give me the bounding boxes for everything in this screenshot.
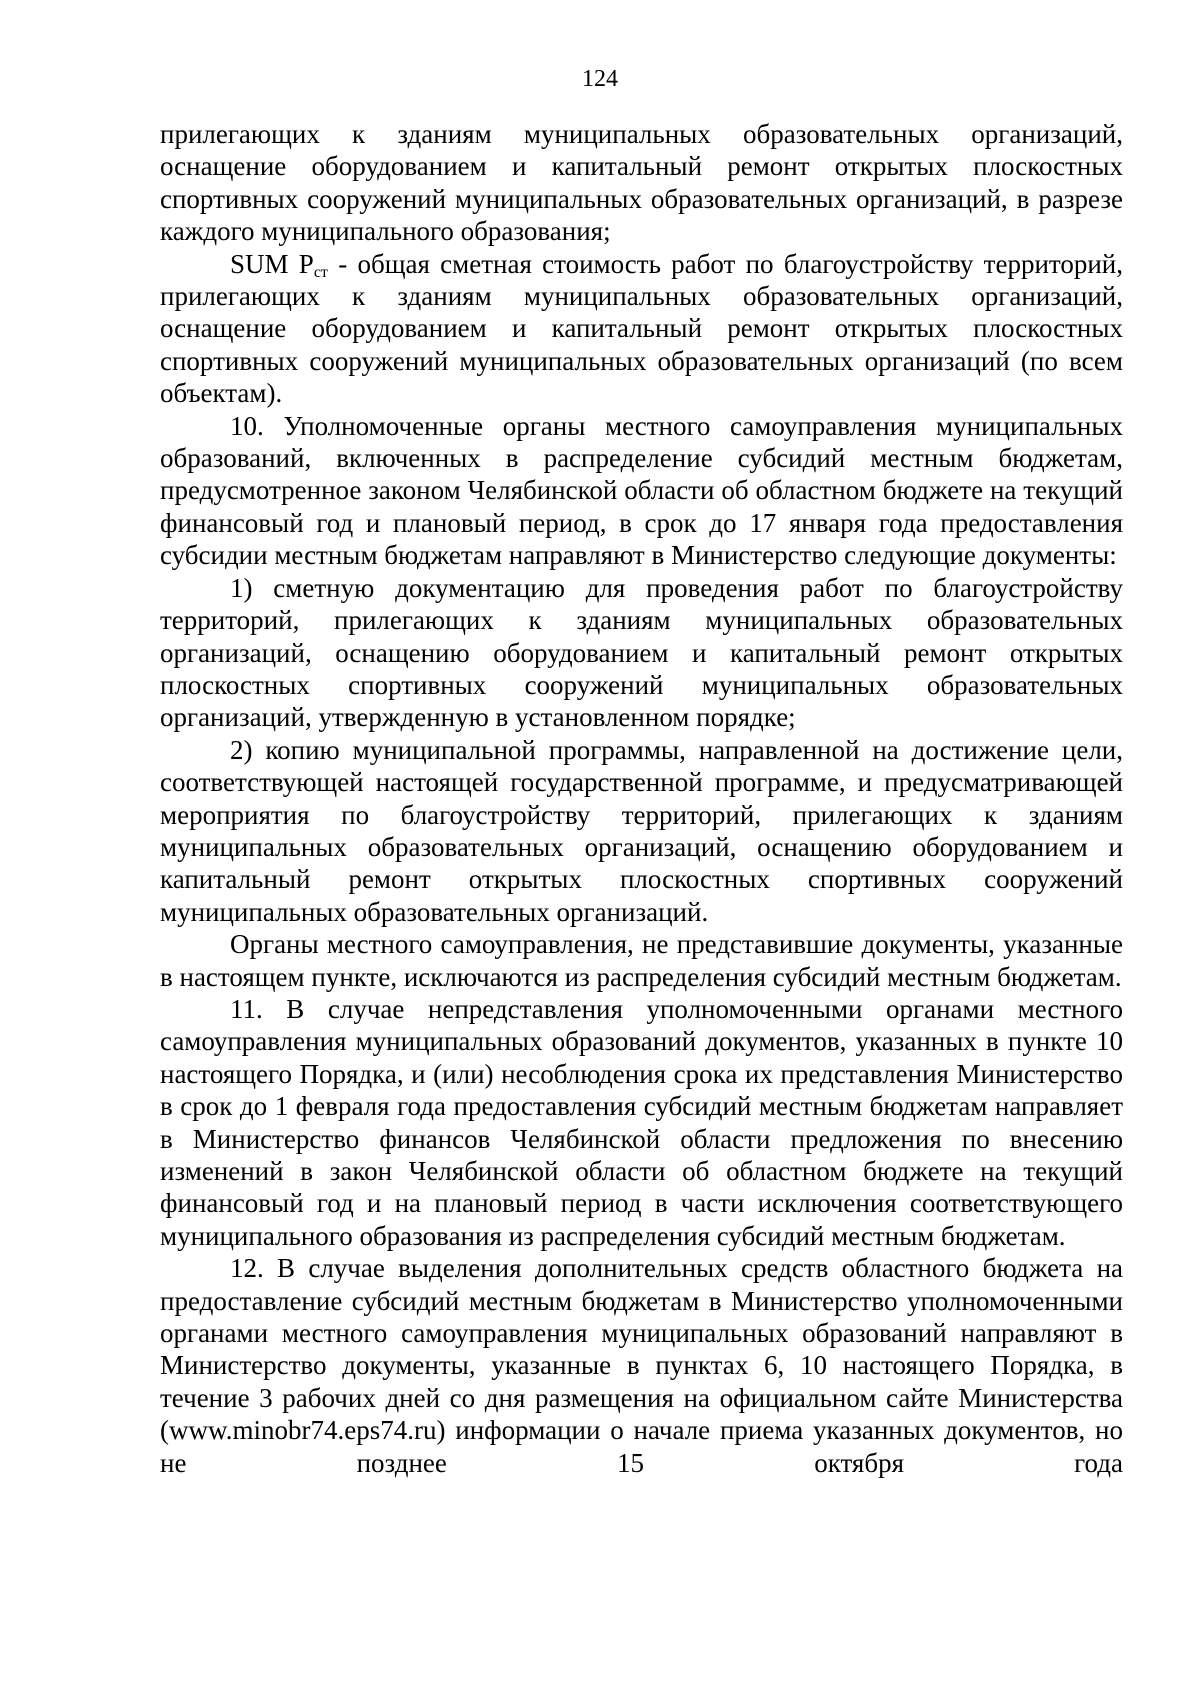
- paragraph-clause-12: 12. В случае выделения дополнительных средств областного бюджета на предоставление субсидий местным бюджетам в Министерство уполномоченными органами местного самоуправления муниципальных образований направляют в Министерство документы, указанные в пунктах 6, 10 настоящего Порядка, в течение 3 рабочих дней со дня размещения на официальном сайте Министерства (www.minobr74.eps74.ru) информации о начале приема указанных документов, но не позднее 15 октября года: [160, 1253, 1123, 1478]
- sum-symbol: SUM P: [230, 248, 314, 279]
- paragraph-continuation: прилегающих к зданиям муниципальных образовательных организаций, оснащение оборудованием и капитальный ремонт открытых плоскостных спортивных сооружений муниципальных образовательных организаций, в разрезе каждого муниципального образования;: [160, 119, 1123, 247]
- paragraph-item-2: 2) копию муниципальной программы, направленной на достижение цели, соответствующей настоящей государственной программе, и предусматривающей мероприятия по благоустройству территорий, прилегающих к зданиям муниципальных образовательных организаций, оснащению оборудованием и капитальный ремонт открытых плоскостных спортивных сооружений муниципальных образовательных организаций.: [160, 734, 1123, 927]
- document-body: [160, 118, 1123, 1479]
- sum-definition-text: - общая сметная стоимость работ по благоустройству территорий, прилегающих к зданиям муниципальных образовательных организаций, оснащение оборудованием и капитальный ремонт открытых плоскостных спортивных сооружений муниципальных образовательных организаций (по всем объектам).: [160, 248, 1123, 409]
- paragraph-clause-10: 10. Уполномоченные органы местного самоуправления муниципальных образований, включенных в распределение субсидий местным бюджетам, предусмотренное законом Челябинской области об областном бюджете на текущий финансовый год и плановый период, в срок до 17 января года предоставления субсидии местным бюджетам направляют в Министерство следующие документы:: [160, 410, 1123, 571]
- paragraph-exclusion-note: Органы местного самоуправления, не представившие документы, указанные в настоящем пункте, исключаются из распределения субсидий местным бюджетам.: [160, 929, 1123, 992]
- sum-subscript: ст: [313, 263, 328, 281]
- paragraph-item-1: 1) сметную документацию для проведения работ по благоустройству территорий, прилегающих к зданиям муниципальных образовательных организаций, оснащению оборудованием и капитальный ремонт открытых плоскостных спортивных сооружений муниципальных образовательных организаций, утвержденную в установленном порядке;: [160, 572, 1123, 733]
- paragraph-sum-definition: [160, 248, 1123, 410]
- page-number: 124: [582, 66, 618, 92]
- paragraph-clause-11: 11. В случае непредставления уполномоченными органами местного самоуправления муниципальных образований документов, указанных в пункте 10 настоящего Порядка, и (или) несоблюдения срока их представления Министерство в срок до 1 февраля года предоставления субсидий местным бюджетам направляет в Министерство финансов Челябинской области предложения по внесению изменений в закон Челябинской области об областном бюджете на текущий финансовый год и на плановый период в части исключения соответствующего муниципального образования из распределения субсидий местным бюджетам.: [160, 993, 1123, 1251]
